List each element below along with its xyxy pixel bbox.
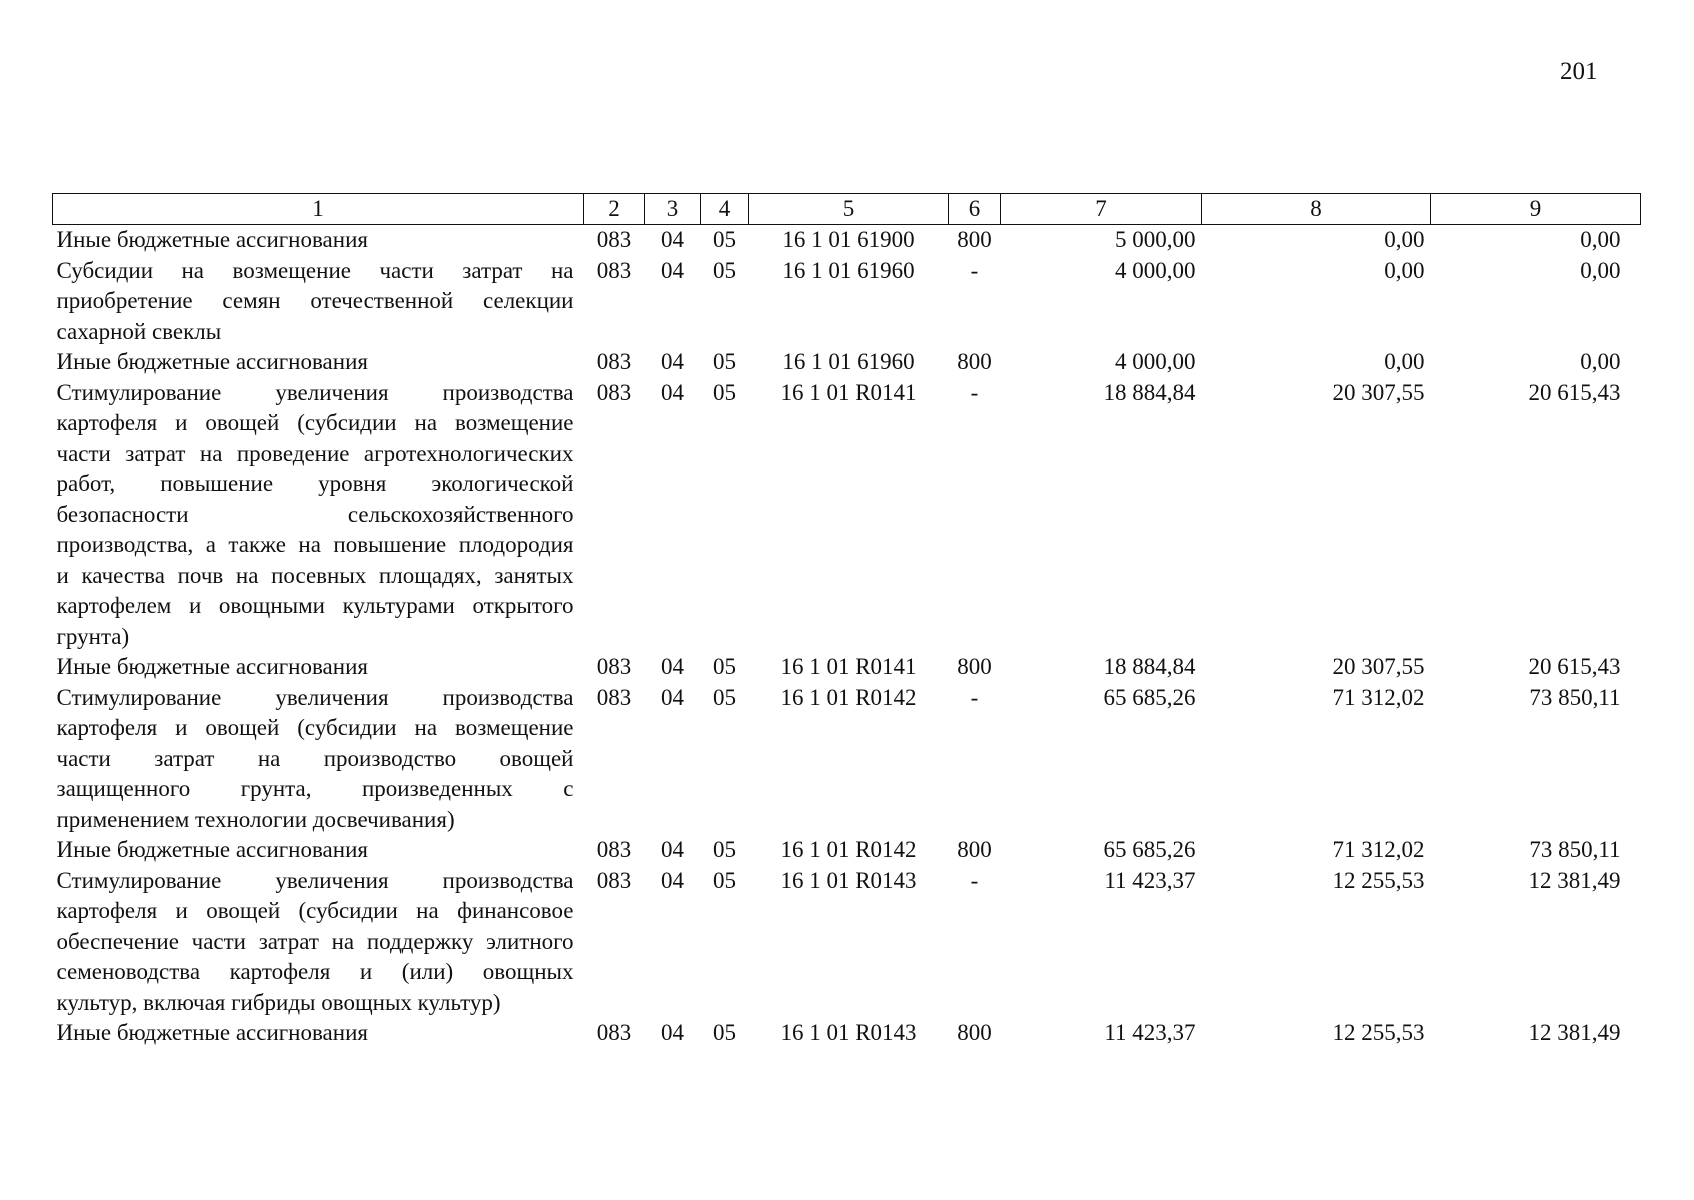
table-row	[53, 652, 1641, 683]
table-row	[53, 378, 1641, 653]
cell-section: 04	[661, 1020, 684, 1045]
cell-amount-col9: 12 381,49	[1528, 867, 1621, 893]
cell-amount-col7: 18 884,84	[1103, 379, 1196, 405]
cell-expense-type: -	[970, 379, 979, 405]
cell-section: 04	[661, 867, 684, 893]
header-col-4: 4	[701, 194, 749, 225]
cell-description	[53, 347, 584, 378]
cell-subsection: 05	[713, 227, 736, 252]
cell-expense-type: -	[970, 684, 979, 710]
cell-description	[53, 1018, 584, 1049]
cell-amount-col7: 4 000,00	[1115, 349, 1196, 374]
cell-amount-col7: 11 423,37	[1104, 1020, 1196, 1045]
cell-amount-col8: 0,00	[1384, 257, 1425, 283]
cell-expense-type: -	[970, 257, 979, 283]
table-row	[53, 835, 1641, 866]
description-line: Иные бюджетные ассигнования	[56, 837, 368, 862]
header-col-6: 6	[949, 194, 1001, 225]
cell-admin-code: 083	[596, 684, 632, 710]
header-col-7: 7	[1001, 194, 1202, 225]
cell-target-article: 16 1 01 R0143	[780, 1020, 917, 1045]
cell-section: 04	[661, 227, 684, 252]
cell-expense-type: 800	[957, 227, 992, 252]
description-line: культур, включая гибриды овощных культур)	[56, 989, 501, 1015]
cell-amount-col7: 5 000,00	[1115, 227, 1196, 252]
cell-description	[53, 866, 584, 1019]
cell-admin-code: 083	[596, 867, 632, 893]
cell-admin-code: 083	[596, 654, 632, 679]
description-line: работ, повышение уровня экологической	[56, 471, 574, 496]
description-line: картофеля и овощей (субсидии на возмещение	[56, 410, 574, 435]
description-line: картофеля и овощей (субсидии на возмещение	[56, 715, 574, 740]
cell-target-article: 16 1 01 R0142	[780, 837, 917, 862]
description-line: защищенного грунта, произведенных с	[56, 776, 574, 801]
cell-description	[53, 835, 584, 866]
description-line: Иные бюджетные ассигнования	[56, 1020, 368, 1045]
description-line: обеспечение части затрат на поддержку элитного	[56, 928, 574, 954]
cell-expense-type: 800	[957, 654, 992, 679]
cell-target-article: 16 1 01 R0141	[780, 654, 917, 679]
cell-expense-type: 800	[957, 1020, 992, 1045]
cell-target-article: 16 1 01 R0141	[780, 379, 917, 405]
cell-section: 04	[661, 349, 684, 374]
table-row	[53, 866, 1641, 1019]
page-number: 201	[1560, 58, 1598, 85]
cell-section: 04	[661, 654, 684, 679]
table-header	[53, 194, 1641, 225]
cell-target-article: 16 1 01 R0142	[780, 684, 917, 710]
header-col-5: 5	[749, 194, 949, 225]
description-line: части затрат на проведение агротехнологических	[56, 440, 574, 466]
budget-table	[52, 193, 1641, 1049]
cell-amount-col9: 12 381,49	[1528, 1020, 1621, 1045]
cell-description	[53, 378, 584, 653]
description-line: Стимулирование увеличения производства	[56, 867, 574, 893]
cell-admin-code: 083	[596, 257, 632, 283]
description-line: картофелем и овощными культурами открытого	[56, 593, 574, 618]
table-row	[53, 225, 1641, 256]
cell-admin-code: 083	[596, 349, 632, 374]
description-line: картофеля и овощей (субсидии на финансовое	[56, 898, 574, 923]
cell-subsection: 05	[713, 684, 736, 710]
header-col-9: 9	[1431, 194, 1641, 225]
description-line: Иные бюджетные ассигнования	[56, 349, 368, 374]
description-line: приобретение семян отечественной селекции	[56, 288, 574, 313]
description-line: части затрат на производство овощей	[56, 745, 574, 771]
description-line: грунта)	[56, 623, 130, 649]
header-col-1: 1	[53, 194, 584, 225]
cell-section: 04	[661, 837, 684, 862]
cell-amount-col9: 20 615,43	[1528, 379, 1621, 405]
cell-amount-col8: 0,00	[1384, 349, 1425, 374]
description-line: семеноводства картофеля и (или) овощных	[56, 959, 574, 984]
table-body	[53, 225, 1641, 1049]
cell-amount-col8: 71 312,02	[1332, 684, 1425, 710]
description-line: Стимулирование увеличения производства	[56, 684, 574, 710]
description-line: и качества почв на посевных площадях, занятых	[56, 562, 574, 588]
cell-amount-col7: 18 884,84	[1103, 654, 1196, 679]
table-row	[53, 256, 1641, 348]
cell-description	[53, 652, 584, 683]
cell-amount-col9: 20 615,43	[1528, 654, 1621, 679]
cell-amount-col7: 11 423,37	[1104, 867, 1196, 893]
cell-amount-col9: 73 850,11	[1529, 837, 1621, 862]
cell-amount-col8: 12 255,53	[1332, 1020, 1425, 1045]
description-line: производства, а также на повышение плодородия	[56, 532, 574, 557]
description-line: Иные бюджетные ассигнования	[56, 654, 368, 679]
table-row	[53, 347, 1641, 378]
cell-subsection: 05	[713, 867, 736, 893]
cell-section: 04	[661, 257, 684, 283]
cell-admin-code: 083	[596, 227, 632, 252]
description-line: безопасности сельскохозяйственного	[56, 501, 574, 527]
cell-subsection: 05	[713, 654, 736, 679]
header-row	[53, 194, 1641, 225]
cell-admin-code: 083	[596, 837, 632, 862]
cell-amount-col7: 4 000,00	[1115, 257, 1196, 283]
cell-description	[53, 683, 584, 836]
description-line: Субсидии на возмещение части затрат на	[56, 257, 574, 283]
cell-amount-col7: 65 685,26	[1103, 837, 1196, 862]
cell-target-article: 16 1 01 61900	[782, 227, 915, 252]
cell-subsection: 05	[713, 379, 736, 405]
table-row	[53, 1018, 1641, 1049]
cell-amount-col9: 0,00	[1580, 227, 1621, 252]
cell-amount-col8: 71 312,02	[1332, 837, 1425, 862]
cell-target-article: 16 1 01 R0143	[780, 867, 917, 893]
cell-amount-col9: 73 850,11	[1529, 684, 1621, 710]
cell-subsection: 05	[713, 257, 736, 283]
description-line: Стимулирование увеличения производства	[56, 379, 574, 405]
cell-expense-type: -	[970, 867, 979, 893]
description-line: Иные бюджетные ассигнования	[56, 227, 368, 252]
cell-subsection: 05	[713, 837, 736, 862]
table-row	[53, 683, 1641, 836]
cell-amount-col8: 0,00	[1384, 227, 1425, 252]
cell-amount-col8: 20 307,55	[1332, 654, 1425, 679]
cell-description	[53, 256, 584, 348]
description-line: сахарной свеклы	[56, 318, 222, 344]
cell-amount-col7: 65 685,26	[1103, 684, 1196, 710]
cell-subsection: 05	[713, 349, 736, 374]
cell-expense-type: 800	[957, 837, 992, 862]
cell-subsection: 05	[713, 1020, 736, 1045]
cell-target-article: 16 1 01 61960	[782, 257, 915, 283]
cell-amount-col9: 0,00	[1580, 257, 1621, 283]
cell-section: 04	[661, 379, 684, 405]
cell-description	[53, 225, 584, 256]
header-col-2: 2	[584, 194, 645, 225]
cell-admin-code: 083	[596, 379, 632, 405]
cell-section: 04	[661, 684, 684, 710]
cell-amount-col8: 12 255,53	[1332, 867, 1425, 893]
header-col-3: 3	[645, 194, 701, 225]
header-col-8: 8	[1202, 194, 1431, 225]
cell-target-article: 16 1 01 61960	[782, 349, 915, 374]
cell-amount-col9: 0,00	[1580, 349, 1621, 374]
cell-admin-code: 083	[596, 1020, 632, 1045]
cell-expense-type: 800	[957, 349, 992, 374]
description-line: применением технологии досвечивания)	[56, 806, 455, 832]
cell-amount-col8: 20 307,55	[1332, 379, 1425, 405]
